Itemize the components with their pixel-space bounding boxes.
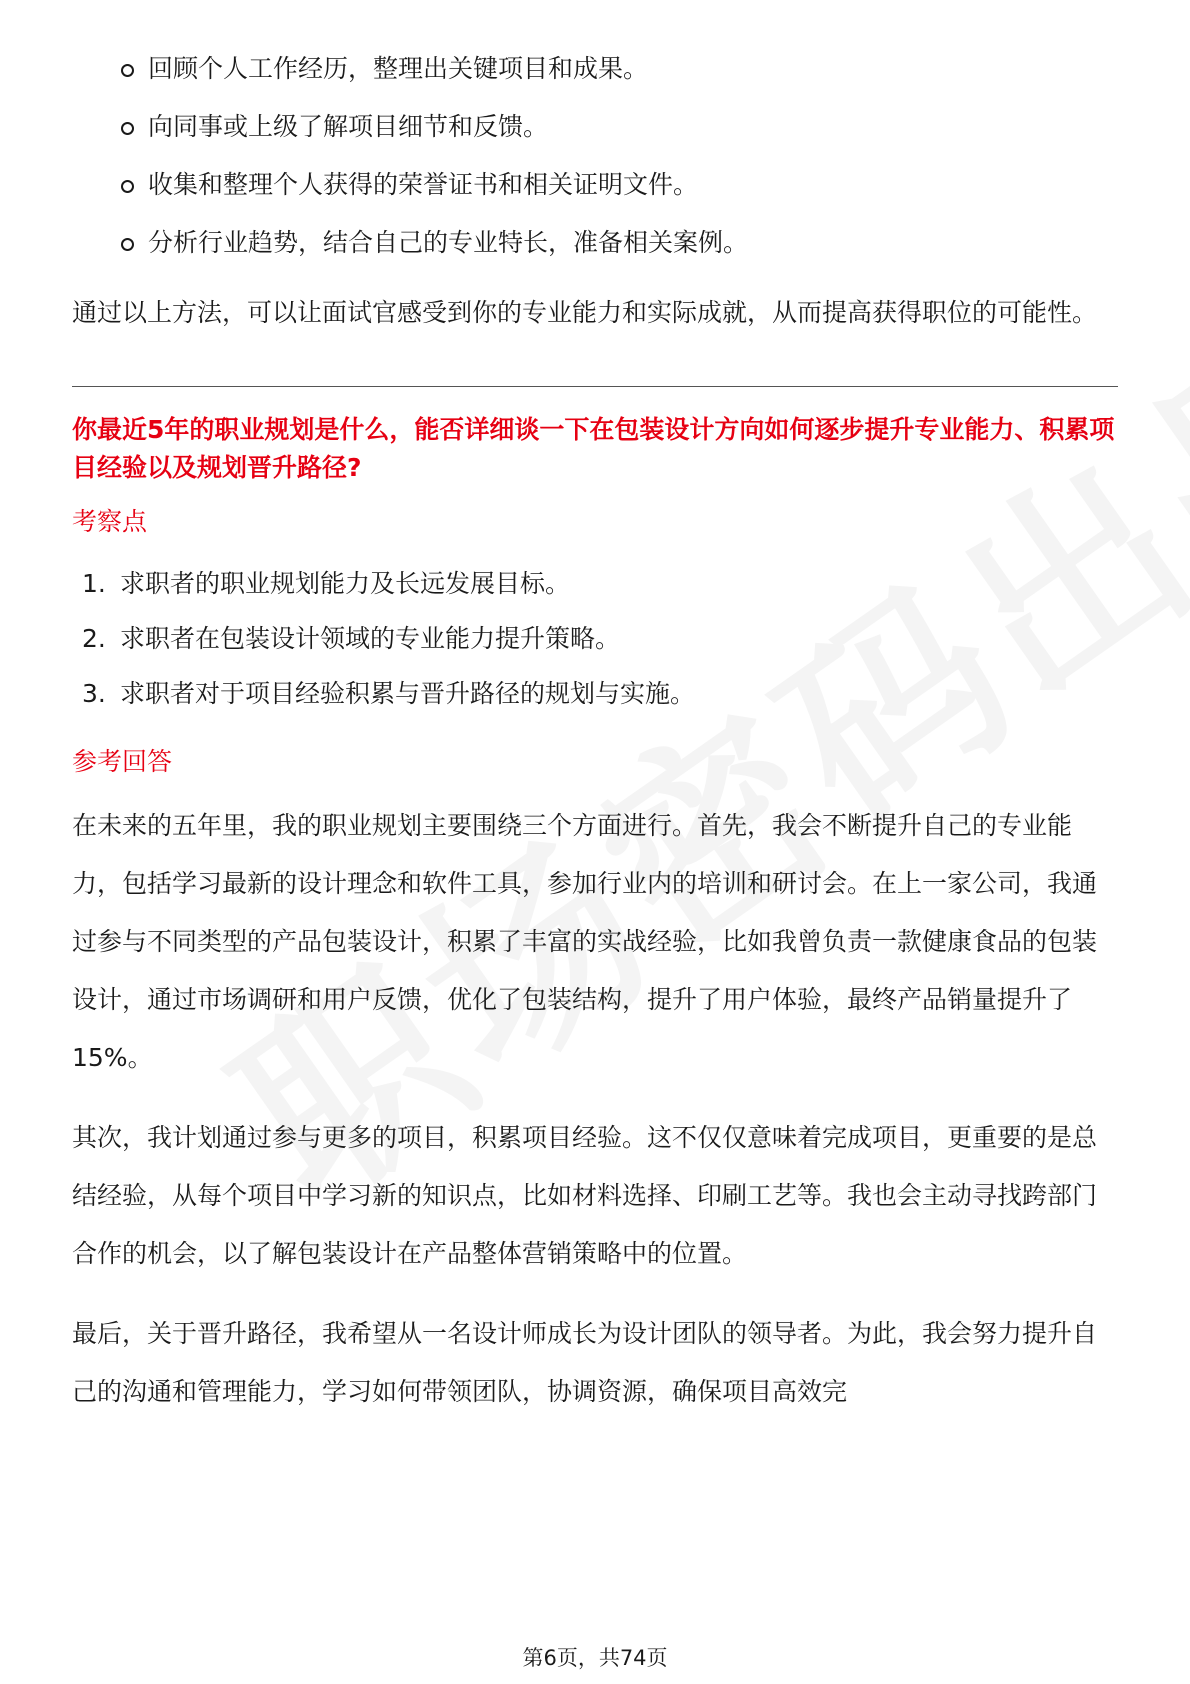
bullet-item bbox=[148, 226, 1118, 260]
exam-point-text: 求职者在包装设计领域的专业能力提升策略。 bbox=[120, 624, 621, 653]
exam-point-item bbox=[82, 622, 1118, 656]
list-number: 1. bbox=[82, 569, 106, 598]
bullet-item bbox=[148, 110, 1118, 144]
bullet-text: 收集和整理个人获得的荣誉证书和相关证明文件。 bbox=[148, 170, 699, 199]
bullet-item bbox=[148, 52, 1118, 86]
list-number: 2. bbox=[82, 624, 106, 653]
bullet-text: 回顾个人工作经历，整理出关键项目和成果。 bbox=[148, 54, 649, 83]
exam-point-text: 求职者的职业规划能力及长远发展目标。 bbox=[120, 569, 571, 598]
page-content bbox=[72, 52, 1118, 1421]
bullet-text: 分析行业趋势，结合自己的专业特长，准备相关案例。 bbox=[148, 228, 749, 257]
preparation-bullet-list bbox=[72, 52, 1118, 260]
bullet-circle-icon bbox=[121, 122, 134, 135]
answer-paragraph: 最后，关于晋升路径，我希望从一名设计师成长为设计团队的领导者。为此，我会努力提升自己的沟通和管理能力，学习如何带领团队，协调资源，确保项目高效完 bbox=[72, 1319, 1098, 1406]
exam-point-text: 求职者对于项目经验积累与晋升路径的规划与实施。 bbox=[120, 679, 696, 708]
bullet-text: 向同事或上级了解项目细节和反馈。 bbox=[148, 112, 549, 141]
bullet-circle-icon bbox=[121, 180, 134, 193]
reference-answer-heading: 参考回答 bbox=[72, 747, 173, 776]
bullet-item bbox=[148, 168, 1118, 202]
exam-points-list bbox=[72, 567, 1118, 711]
answer-paragraph: 其次，我计划通过参与更多的项目，积累项目经验。这不仅仅意味着完成项目，更重要的是总结经验，从每个项目中学习新的知识点，比如材料选择、印刷工艺等。我也会主动寻找跨部门合作的机会，以了解包装设计在产品整体营销策略中的位置。 bbox=[72, 1123, 1098, 1268]
bullet-circle-icon bbox=[121, 64, 134, 77]
bullet-circle-icon bbox=[121, 238, 134, 251]
list-number: 3. bbox=[82, 679, 106, 708]
exam-point-item bbox=[82, 677, 1118, 711]
interview-question: 你最近5年的职业规划是什么，能否详细谈一下在包装设计方向如何逐步提升专业能力、积累项目经验以及规划晋升路径? bbox=[72, 415, 1115, 482]
page-number-footer: 第6页，共74页 bbox=[522, 1646, 668, 1670]
answer-paragraph: 在未来的五年里，我的职业规划主要围绕三个方面进行。首先，我会不断提升自己的专业能力，包括学习最新的设计理念和软件工具，参加行业内的培训和研讨会。在上一家公司，我通过参与不同类型的产品包装设计，积累了丰富的实战经验，比如我曾负责一款健康食品的包装设计，通过市场调研和用户反馈，优化了包装结构，提升了用户体验，最终产品销量提升了15%。 bbox=[72, 811, 1098, 1072]
exam-point-item bbox=[82, 567, 1118, 601]
exam-points-heading: 考察点 bbox=[72, 507, 148, 536]
conclusion-paragraph: 通过以上方法，可以让面试官感受到你的专业能力和实际成就，从而提高获得职位的可能性。 bbox=[72, 298, 1098, 327]
section-divider bbox=[72, 386, 1118, 387]
